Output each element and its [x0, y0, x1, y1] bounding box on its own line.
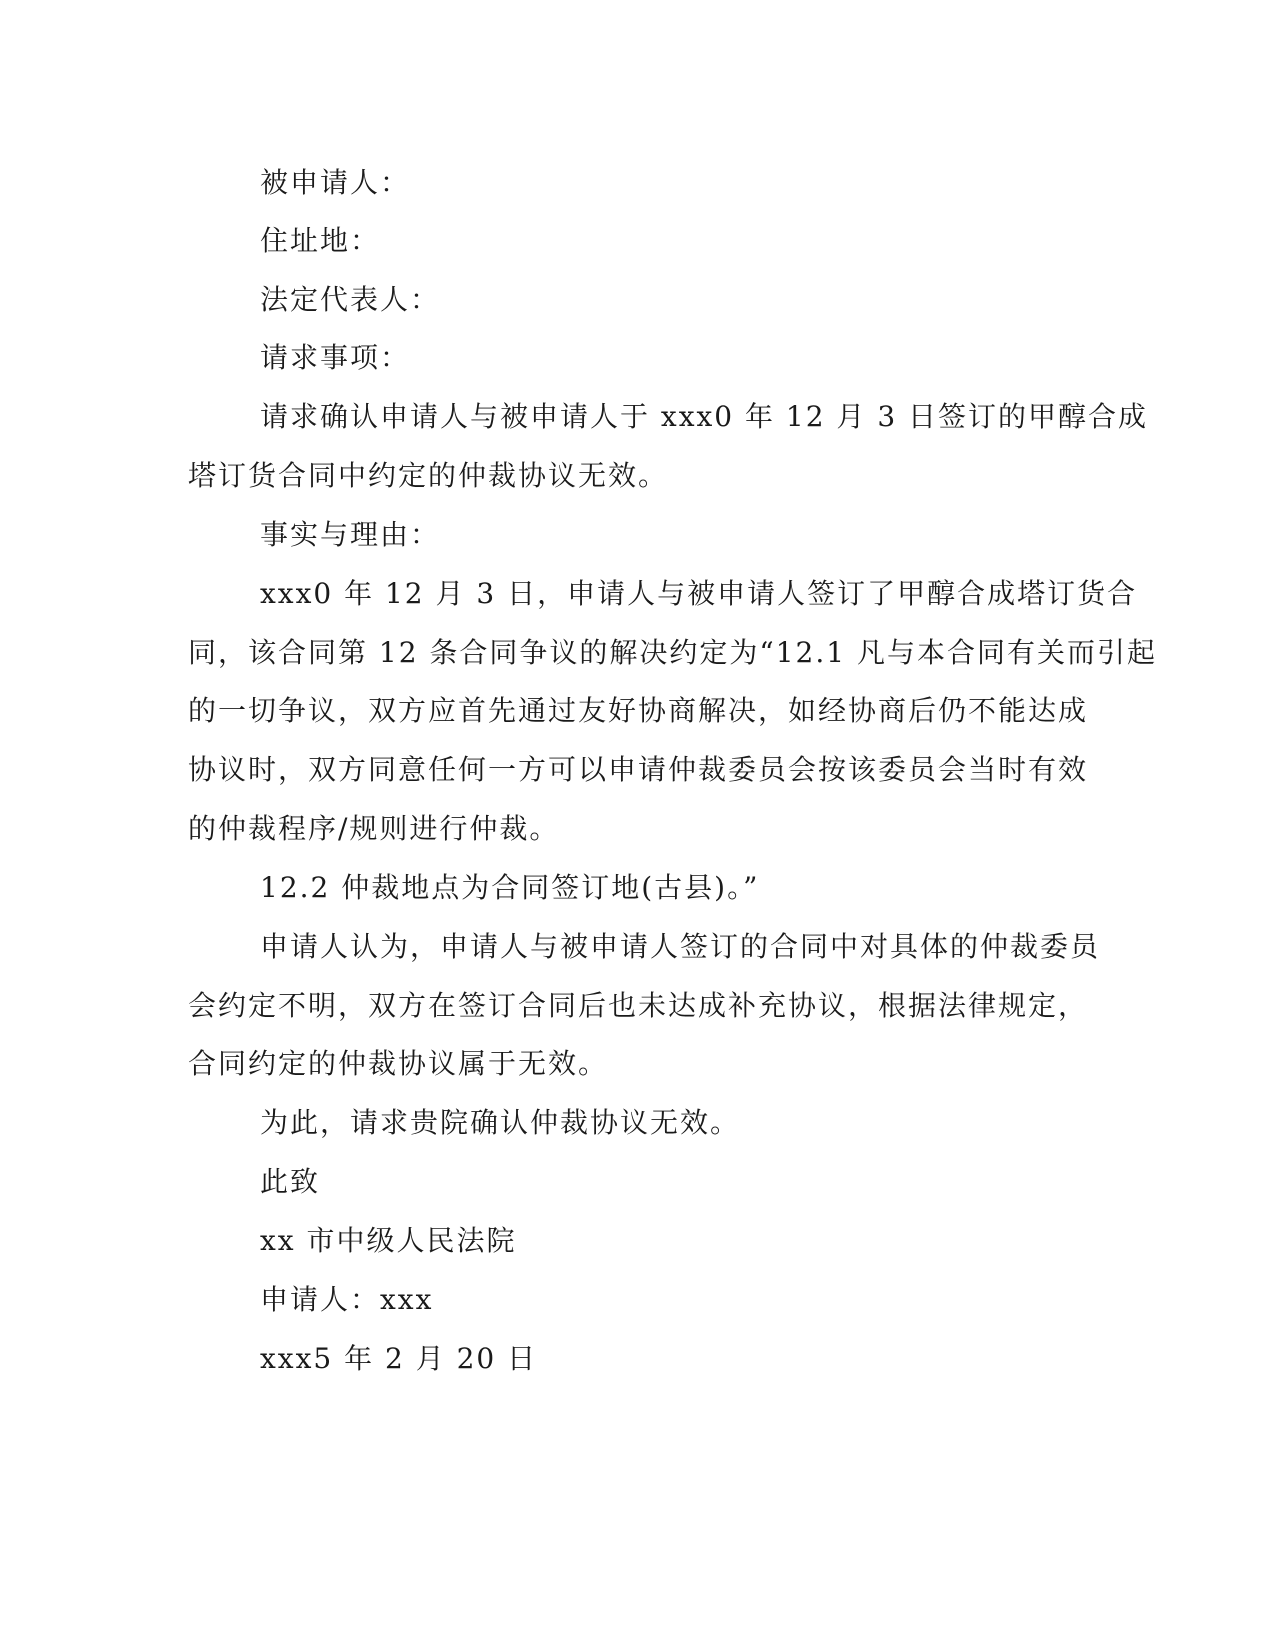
reason-line-1: 申请人认为，申请人与被申请人签订的合同中对具体的仲裁委员 [260, 930, 1101, 963]
claim-text-line-1: 请求确认申请人与被申请人于 xxx0 年 12 月 3 日签订的甲醇合成 [260, 400, 1149, 433]
document-date: xxx5 年 2 月 20 日 [260, 1342, 538, 1375]
reason-line-2: 会约定不明，双方在签订合同后也未达成补充协议，根据法律规定， [188, 989, 1089, 1022]
facts-heading: 事实与理由： [260, 518, 441, 551]
salutation: 此致 [260, 1165, 321, 1198]
claim-text-line-2: 塔订货合同中约定的仲裁协议无效。 [188, 459, 669, 492]
facts-line-6: 12.2 仲裁地点为合同签订地(古县)。” [260, 871, 760, 904]
facts-line-2: 同，该合同第 12 条合同争议的解决约定为“12.1 凡与本合同有关而引起 [188, 636, 1157, 669]
facts-line-4: 协议时，双方同意任何一方可以申请仲裁委员会按该委员会当时有效 [188, 753, 1089, 786]
address-label: 住址地： [260, 224, 381, 257]
reason-line-3: 合同约定的仲裁协议属于无效。 [188, 1047, 609, 1080]
applicant-signature: 申请人：xxx [260, 1283, 434, 1316]
conclusion-line: 为此，请求贵院确认仲裁协议无效。 [260, 1106, 741, 1139]
claims-heading: 请求事项： [260, 341, 411, 374]
respondent-label: 被申请人： [260, 166, 411, 199]
legal-representative-label: 法定代表人： [260, 283, 441, 316]
facts-line-3: 的一切争议，双方应首先通过友好协商解决，如经协商后仍不能达成 [188, 694, 1089, 727]
facts-line-1: xxx0 年 12 月 3 日，申请人与被申请人签订了甲醇合成塔订货合 [260, 577, 1138, 610]
facts-line-5: 的仲裁程序/规则进行仲裁。 [188, 812, 560, 845]
court-name: xx 市中级人民法院 [260, 1224, 517, 1257]
